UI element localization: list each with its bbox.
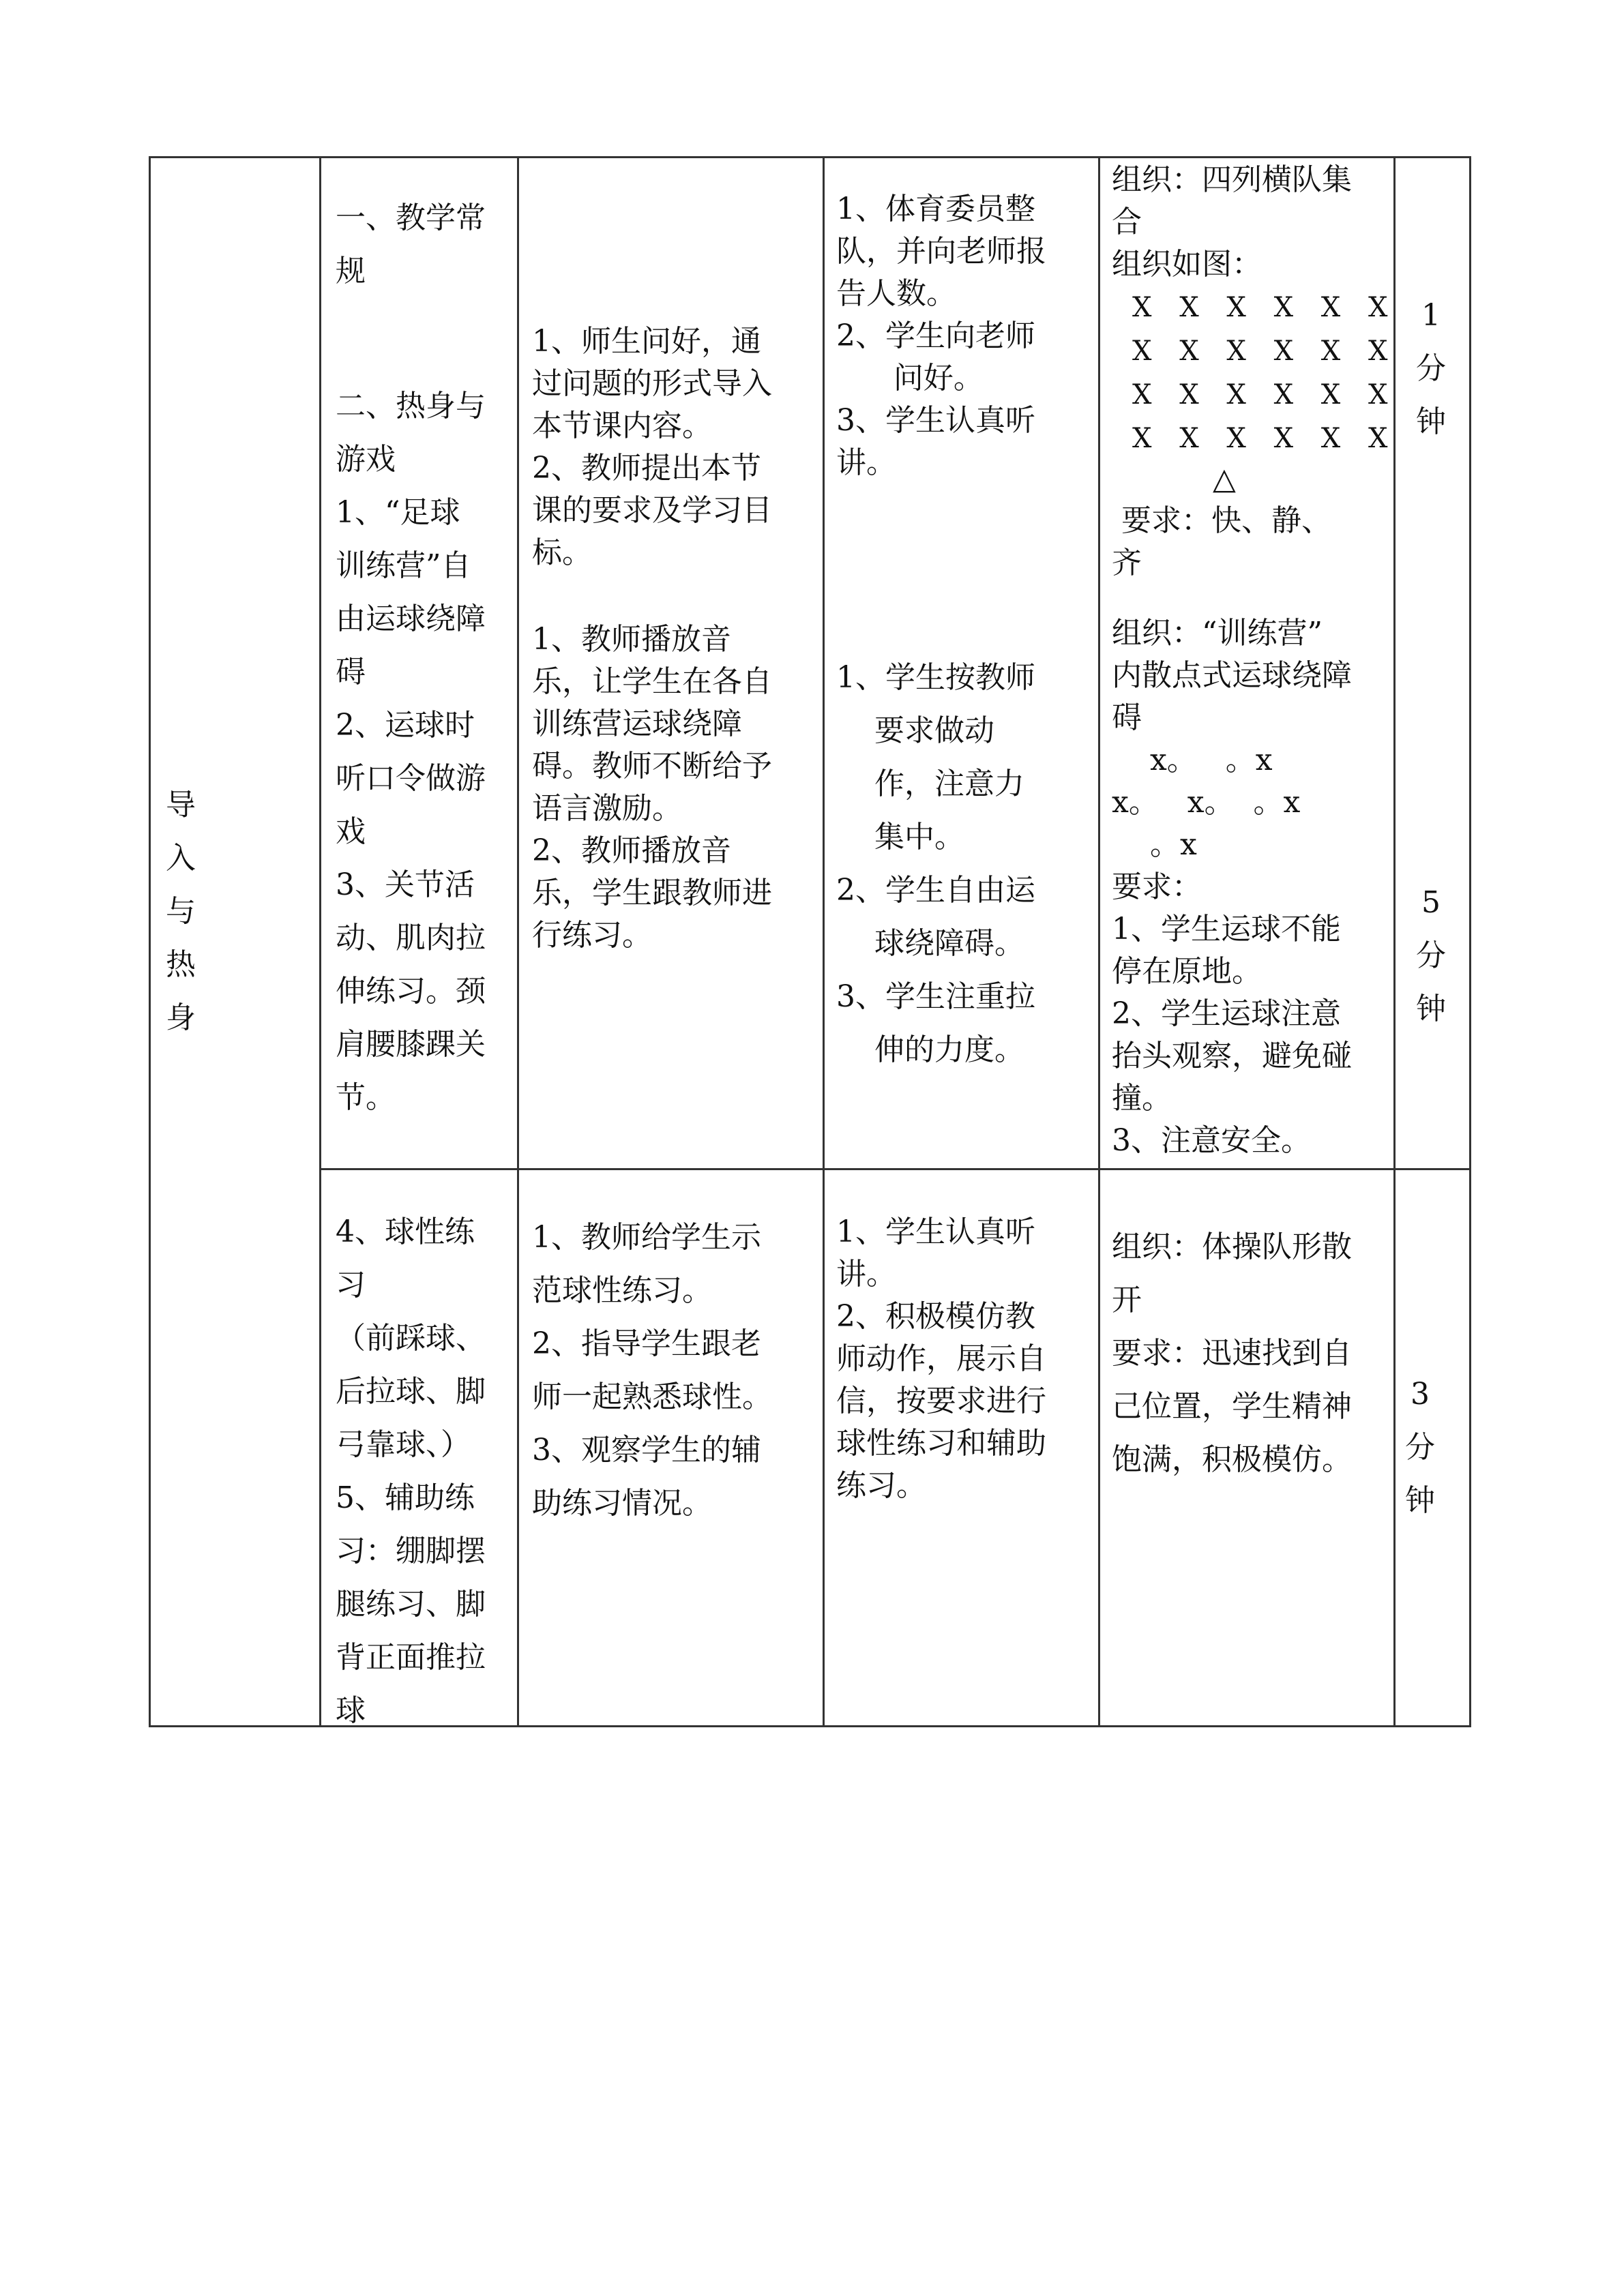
teacher-line: 标。: [532, 535, 592, 570]
org-line: 组织如图：: [1112, 247, 1262, 282]
org-line: 撞。: [1112, 1081, 1172, 1116]
time-char: 5: [1421, 885, 1441, 920]
teacher-line: 1、师生问好，通: [532, 324, 761, 359]
student-line: 球绕障碍。: [836, 926, 1024, 961]
student-line: 作，注意力: [836, 766, 1024, 801]
student-line: 要求做动: [836, 713, 994, 748]
time-char: 分: [1416, 938, 1446, 973]
content-line: 5、辅助练: [336, 1480, 475, 1515]
scatter-row: x。 。x: [1112, 743, 1273, 777]
content-line: 动、肌肉拉: [336, 921, 486, 955]
org-line: 饱满，积极模仿。: [1112, 1442, 1352, 1477]
student-line: 1、学生按教师: [836, 660, 1035, 695]
student-line: 伸的力度。: [836, 1032, 1024, 1067]
teacher-position-triangle: △: [1213, 462, 1236, 496]
time-char: 分: [1405, 1430, 1435, 1465]
org-line: 开: [1112, 1283, 1142, 1317]
teacher-line: 语言激励。: [532, 791, 682, 826]
col-divider-1: [319, 156, 321, 1727]
section-char: 导: [166, 788, 196, 822]
teacher-line: 行练习。: [532, 918, 652, 953]
teacher-line: 乐，让学生在各自: [532, 664, 772, 699]
content-line: 4、球性练: [336, 1214, 475, 1249]
teacher-line: 训练营运球绕障: [532, 706, 742, 741]
content-line: 2、运球时: [336, 708, 475, 743]
scatter-row: x。 x。 。x: [1112, 785, 1301, 820]
content-line: 一、教学常: [336, 200, 486, 235]
time-char: 3: [1411, 1377, 1430, 1412]
teacher-line: 1、教师播放音: [532, 622, 731, 657]
org-line: 要求：快、静、: [1112, 503, 1331, 538]
student-line: 3、学生认真听: [836, 403, 1035, 438]
content-line: 节。: [336, 1080, 396, 1115]
org-line: 组织：“训练营”: [1112, 616, 1323, 651]
col-divider-4: [1098, 156, 1100, 1727]
student-line: 师动作，展示自: [836, 1341, 1046, 1376]
teacher-line: 2、指导学生跟老: [532, 1326, 761, 1361]
teacher-line: 乐，学生跟教师进: [532, 876, 772, 910]
student-line: 告人数。: [836, 276, 956, 311]
org-line: 2、学生运球注意: [1112, 996, 1341, 1031]
content-line: 弓靠球、）: [336, 1427, 471, 1462]
content-line: 肩腰膝踝关: [336, 1027, 486, 1062]
org-line: 齐: [1112, 546, 1142, 580]
teacher-line: 助练习情况。: [532, 1486, 712, 1521]
content-line: 球: [336, 1693, 366, 1728]
col-divider-2: [517, 156, 519, 1727]
formation-row: X X X X X X: [1132, 336, 1398, 367]
student-line: 2、学生自由运: [836, 873, 1035, 908]
row-divider: [319, 1168, 1471, 1170]
content-line: 习: [336, 1268, 366, 1302]
student-line: 1、学生认真听: [836, 1214, 1035, 1249]
org-line: 组织：体操队形散: [1112, 1229, 1352, 1264]
formation-row: X X X X X X: [1132, 292, 1398, 323]
org-line: 组织：四列横队集: [1112, 162, 1352, 197]
teacher-line: 2、教师提出本节: [532, 451, 761, 486]
time-char: 钟: [1416, 404, 1446, 439]
teacher-line: 碍。教师不断给予: [532, 749, 772, 784]
content-line: 游戏: [336, 442, 396, 477]
student-line: 集中。: [836, 820, 964, 854]
org-line: 己位置，学生精神: [1112, 1389, 1352, 1424]
time-char: 钟: [1405, 1483, 1435, 1518]
content-line: 后拉球、脚: [336, 1374, 486, 1409]
content-line: 1、“足球: [336, 495, 460, 530]
student-line: 信，按要求进行: [836, 1384, 1046, 1418]
student-line: 练习。: [836, 1468, 926, 1503]
student-line: 2、积极模仿教: [836, 1299, 1035, 1334]
section-char: 与: [166, 894, 196, 929]
section-char: 入: [166, 841, 196, 876]
student-line: 1、体育委员整: [836, 192, 1035, 226]
teacher-line: 3、观察学生的辅: [532, 1433, 761, 1467]
teacher-line: 本节课内容。: [532, 408, 712, 443]
student-line: 2、学生向老师: [836, 318, 1035, 353]
student-line: 球性练习和辅助: [836, 1426, 1046, 1461]
col-divider-3: [823, 156, 825, 1727]
time-char: 1: [1421, 298, 1441, 333]
org-line: 3、注意安全。: [1112, 1123, 1311, 1158]
teacher-line: 范球性练习。: [532, 1273, 712, 1308]
org-line: 合: [1112, 205, 1142, 239]
org-line: 停在原地。: [1112, 954, 1262, 989]
content-line: 习：绷脚摆: [336, 1534, 486, 1568]
org-line: 要求：迅速找到自: [1112, 1336, 1352, 1371]
time-char: 分: [1416, 351, 1446, 386]
student-line: 3、学生注重拉: [836, 979, 1035, 1014]
content-line: 腿练习、脚: [336, 1587, 486, 1622]
content-line: 听口令做游: [336, 761, 486, 796]
student-line: 讲。: [836, 445, 896, 480]
formation-row: X X X X X X: [1132, 423, 1398, 454]
org-line: 抬头观察，避免碰: [1112, 1039, 1352, 1073]
teacher-line: 1、教师给学生示: [532, 1220, 761, 1255]
section-char: 身: [166, 1000, 196, 1035]
section-char: 热: [166, 947, 196, 982]
formation-row: X X X X X X: [1132, 379, 1398, 411]
content-line: 二、热身与: [336, 389, 486, 423]
content-line: 由运球绕障: [336, 601, 486, 636]
student-line: 队，并向老师报: [836, 234, 1046, 269]
content-line: 训练营”自: [336, 548, 471, 583]
content-line: 伸练习。颈: [336, 974, 486, 1009]
content-line: 碍: [336, 655, 366, 689]
content-line: 3、关节活: [336, 867, 475, 902]
org-line: 要求：: [1112, 869, 1202, 904]
table-left-border: [149, 156, 151, 1727]
org-line: 碍: [1112, 700, 1142, 735]
content-line: 规: [336, 254, 366, 288]
org-line: 1、学生运球不能: [1112, 912, 1341, 946]
time-char: 钟: [1416, 992, 1446, 1026]
student-line: 问好。: [836, 361, 984, 396]
teacher-line: 2、教师播放音: [532, 833, 731, 868]
content-line: 背正面推拉: [336, 1640, 486, 1675]
content-line: （前踩球、: [336, 1321, 486, 1356]
table-right-border: [1469, 156, 1471, 1727]
student-line: 讲。: [836, 1257, 896, 1292]
teacher-line: 师一起熟悉球性。: [532, 1380, 772, 1414]
content-line: 戏: [336, 814, 366, 849]
org-line: 内散点式运球绕障: [1112, 658, 1352, 693]
scatter-row: 。x: [1112, 827, 1197, 862]
teacher-line: 课的要求及学习目: [532, 493, 772, 528]
table-top-border: [149, 156, 1471, 158]
teacher-line: 过问题的形式导入: [532, 366, 772, 401]
